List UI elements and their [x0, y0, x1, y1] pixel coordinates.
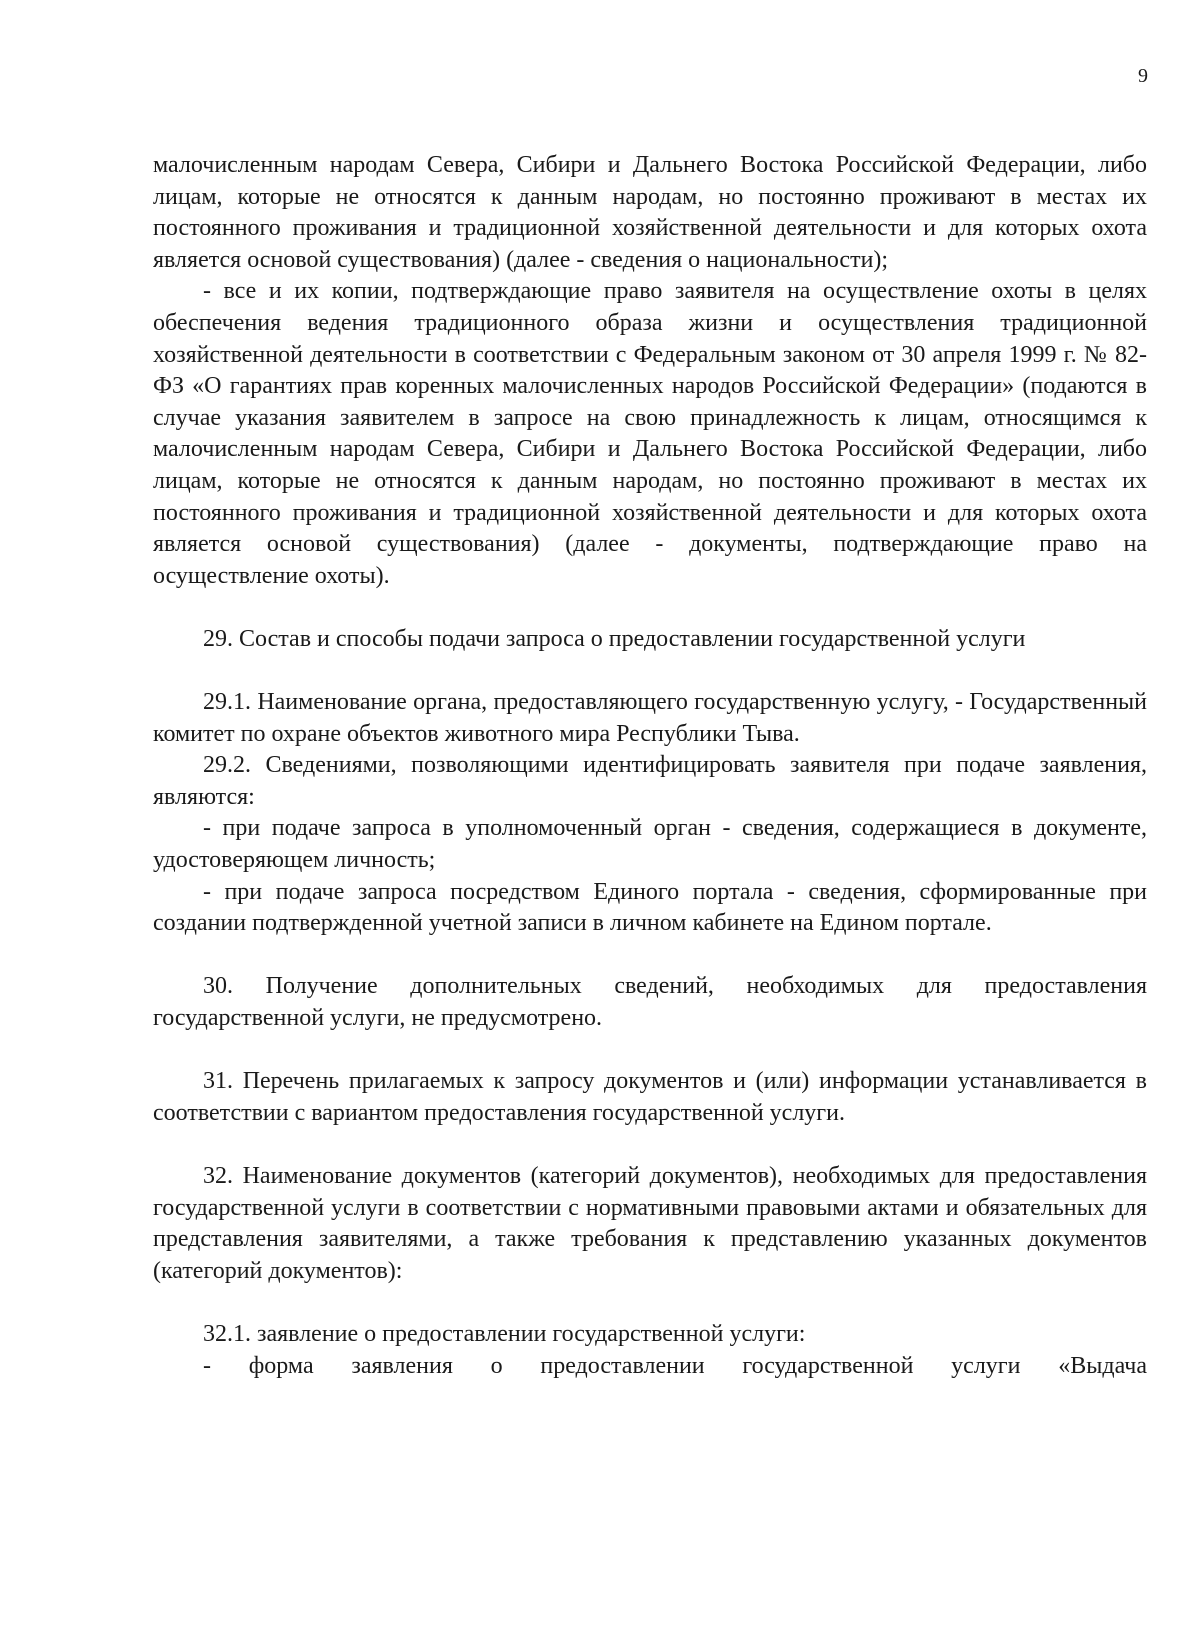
- paragraph-29-2: 29.2. Сведениями, позволяющими идентифицировать заявителя при подаче заявления, являются:: [153, 752, 1147, 810]
- document-body: [153, 150, 1147, 1382]
- paragraph-31: 31. Перечень прилагаемых к запросу документов и (или) информации устанавливается в соответствии с вариантом предоставления государственной услуги.: [153, 1068, 1147, 1126]
- paragraph-30: 30. Получение дополнительных сведений, необходимых для предоставления государственной услуги, не предусмотрено.: [153, 973, 1147, 1032]
- paragraph-32: 32. Наименование документов (категорий документов), необходимых для предоставления государственной услуги в соответствии с нормативными правовыми актами и обязательных для представления заявителями, а также требования к представлению указанных документов (категорий документов):: [153, 1163, 1147, 1284]
- paragraph-29-1: 29.1. Наименование органа, предоставляющего государственную услугу, - Государственный комитет по охране объектов животного мира Республики Тыва.: [153, 689, 1147, 747]
- paragraph-continuation: малочисленным народам Севера, Сибири и Дальнего Востока Российской Федерации, либо лицам, которые не относятся к данным народам, но постоянно проживают в местах их постоянного проживания и традиционной хозяйственной деятельности и для которых охота является основой существования) (далее - сведения о национальности);: [153, 152, 1147, 273]
- list-item-application-form: - форма заявления о предоставлении государственной услуги «Выдача: [203, 1352, 1147, 1379]
- paragraph-documents-right-to-hunt: - все и их копии, подтверждающие право заявителя на осуществление охоты в целях обеспечения ведения традиционного образа жизни и осуществления традиционной хозяйственной деятельности в соответствии с Федеральным законом от 30 апреля 1999 г. № 82-ФЗ «О гарантиях прав коренных малочисленных народов Российской Федерации» (подаются в случае указания заявителем в запросе на свою принадлежность к лицам, относящимся к малочисленным народам Севера, Сибири и Дальнего Востока Российской Федерации, либо лицам, которые не относятся к данным народам, но постоянно проживают в местах их постоянного проживания и традиционной хозяйственной деятельности и для которых охота является основой существования) (далее - документы, подтверждающие право на осуществление охоты).: [153, 278, 1147, 589]
- list-item-authorized-body: - при подаче запроса в уполномоченный орган - сведения, содержащиеся в документе, удостоверяющем личность;: [153, 815, 1147, 874]
- page-number: 9: [1138, 65, 1148, 87]
- paragraph-32-1: 32.1. заявление о предоставлении государственной услуги:: [203, 1320, 806, 1347]
- section-29-heading: 29. Состав и способы подачи запроса о предоставлении государственной услуги: [203, 625, 1026, 652]
- list-item-unified-portal: - при подаче запроса посредством Единого портала - сведения, сформированные при создании подтвержденной учетной записи в личном кабинете на Едином портале.: [153, 878, 1147, 937]
